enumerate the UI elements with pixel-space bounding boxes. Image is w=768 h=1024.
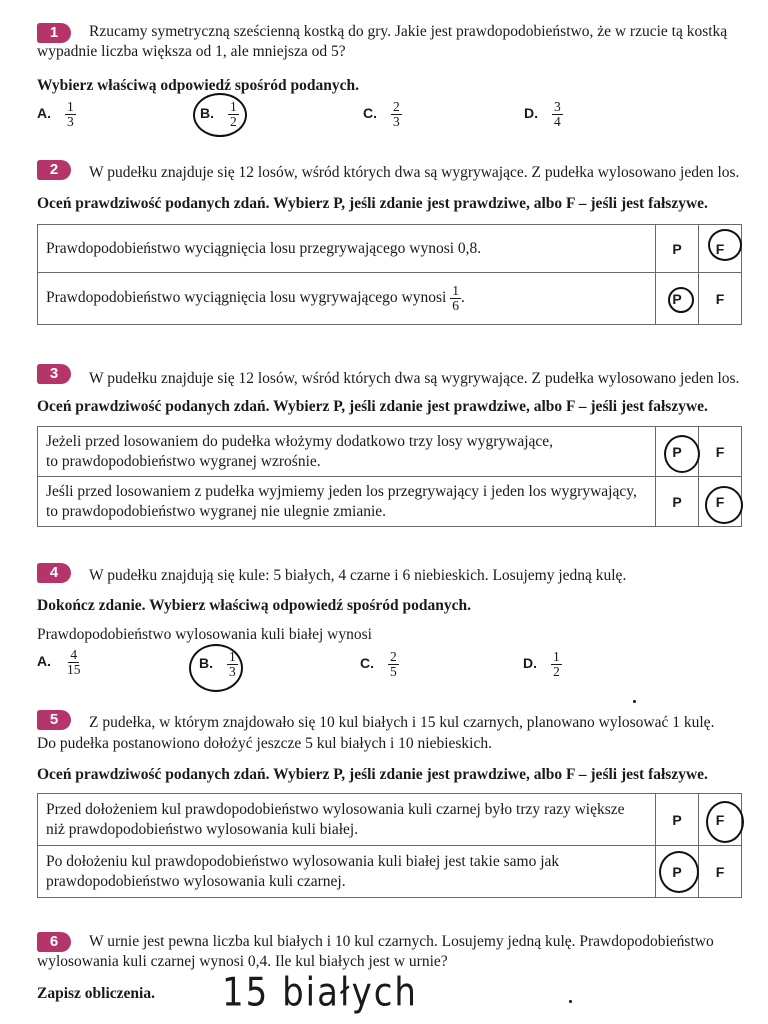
question-text: W pudełku znajdują się kule: 5 białych, 4 czarne i 6 niebieskich. Losujemy jedną kulę.: [89, 567, 627, 584]
fraction: $\frac{1}{3}$: [67, 99, 74, 129]
option-p[interactable]: P: [656, 794, 699, 846]
option-f[interactable]: F: [699, 273, 742, 325]
selection-circle: [705, 486, 743, 524]
option-f[interactable]: F: [699, 427, 742, 477]
question-text-line2: Do pudełka postanowiono dołożyć jeszcze 5 kul białych i 10 niebieskich.: [37, 735, 492, 752]
instruction: Oceń prawdziwość podanych zdań. Wybierz P, jeśli zdanie jest prawdziwe, albo F – jeśli jest fałszywe.: [37, 195, 708, 212]
instruction: Oceń prawdziwość podanych zdań. Wybierz P, jeśli zdanie jest prawdziwe, albo F – jeśli jest fałszywe.: [37, 398, 708, 415]
task-number-badge: 2: [37, 160, 71, 180]
option-p[interactable]: P: [656, 477, 699, 527]
fraction: $\frac{3}{4}$: [554, 99, 561, 129]
option-letter: B.: [199, 655, 213, 672]
question-text: Rzucamy symetryczną sześcienną kostką do gry. Jakie jest prawdopodobieństwo, że w rzucie tą kostką wypadnie liczba większa od 1, ale mniejsza od 5?: [37, 23, 728, 60]
option-p[interactable]: P: [656, 427, 699, 477]
pen-dot: [633, 700, 636, 703]
true-false-table: [37, 793, 742, 898]
selection-circle: [706, 801, 744, 843]
instruction: Zapisz obliczenia.: [37, 985, 155, 1002]
task-number-badge: 4: [37, 563, 71, 583]
option-f[interactable]: F: [699, 477, 742, 527]
true-false-table: [37, 426, 742, 527]
option-c[interactable]: [360, 650, 399, 679]
option-letter: A.: [37, 653, 51, 670]
option-p[interactable]: P: [656, 846, 699, 898]
question-stem: Prawdopodobieństwo wylosowania kuli białej wynosi: [37, 626, 372, 643]
selection-circle: [659, 851, 699, 893]
instruction: Wybierz właściwą odpowiedź spośród podanych.: [37, 77, 359, 94]
option-p[interactable]: P: [656, 225, 699, 273]
fraction: $\frac{1}{3}$: [229, 649, 236, 679]
option-letter: C.: [360, 655, 374, 672]
statement: Prawdopodobieństwo wyciągnięcia losu przegrywającego wynosi 0,8.: [38, 225, 656, 273]
option-f[interactable]: F: [699, 794, 742, 846]
option-a[interactable]: [37, 100, 76, 129]
pen-dot: [569, 1000, 572, 1003]
fraction: $\frac{2}{5}$: [390, 649, 397, 679]
fraction: $\frac{2}{3}$: [393, 99, 400, 129]
option-letter: D.: [524, 105, 538, 122]
fraction: $\frac{1}{2}$: [553, 649, 560, 679]
question-text: W pudełku znajduje się 12 losów, wśród których dwa są wygrywające. Z pudełka wylosowano jeden los.: [89, 164, 740, 181]
selection-circle: [189, 644, 243, 692]
selection-circle: [708, 229, 742, 261]
fraction: $\frac{4}{15}$: [67, 647, 81, 677]
fraction: $\frac{1}{6}$: [452, 283, 459, 313]
option-letter: D.: [523, 655, 537, 672]
option-f[interactable]: F: [699, 846, 742, 898]
option-letter: B.: [200, 105, 214, 122]
statement: Po dołożeniu kul prawdopodobieństwo wylosowania kuli białej jest takie samo jak prawdopodobieństwo wylosowania kuli czarnej.: [38, 846, 656, 898]
task-number-badge: 1: [37, 23, 71, 43]
task-number-badge: 5: [37, 710, 71, 730]
question-text: W urnie jest pewna liczba kul białych i 10 kul czarnych. Losujemy jedną kulę. Prawdopodobieństwo wylosowania kuli czarnej wynosi 0,4. Ile kul białych jest w urnie?: [37, 933, 714, 970]
option-d[interactable]: [524, 100, 563, 129]
option-f[interactable]: F: [699, 225, 742, 273]
fraction: $\frac{1}{2}$: [230, 99, 237, 129]
option-d[interactable]: [523, 650, 562, 679]
option-letter: C.: [363, 105, 377, 122]
handwritten-answer: 15 białych: [222, 970, 418, 1016]
question-text: W pudełku znajduje się 12 losów, wśród których dwa są wygrywające. Z pudełka wylosowano jeden los.: [89, 370, 740, 387]
instruction: Dokończ zdanie. Wybierz właściwą odpowiedź spośród podanych.: [37, 597, 472, 614]
statement: Jeśli przed losowaniem z pudełka wyjmiemy jeden los przegrywający i jeden los wygrywający, to prawdopodobieństwo wygranej nie ulegnie zmianie.: [38, 477, 656, 527]
option-a[interactable]: [37, 648, 83, 677]
true-false-table: [37, 224, 742, 325]
question-text-line1: Z pudełka, w którym znajdowało się 10 kul białych i 15 kul czarnych, planowano wylosować 1 kulę.: [89, 714, 715, 731]
instruction: Oceń prawdziwość podanych zdań. Wybierz P, jeśli zdanie jest prawdziwe, albo F – jeśli jest fałszywe.: [37, 766, 708, 783]
selection-circle: [664, 435, 700, 473]
selection-circle: [193, 93, 247, 137]
task-number-badge: 3: [37, 364, 71, 384]
task-number-badge: 6: [37, 932, 71, 952]
statement: Przed dołożeniem kul prawdopodobieństwo wylosowania kuli czarnej było trzy razy większe niż prawdopodobieństwo wylosowania kuli białej.: [38, 794, 656, 846]
statement: Prawdopodobieństwo wyciągnięcia losu wygrywającego wynosi $\frac{1}{6}$ .: [38, 273, 656, 325]
statement: Jeżeli przed losowaniem do pudełka włożymy dodatkowo trzy losy wygrywające, to prawdopodobieństwo wygranej wzrośnie.: [38, 427, 656, 477]
option-p[interactable]: P: [656, 273, 699, 325]
selection-circle: [668, 287, 694, 313]
option-c[interactable]: [363, 100, 402, 129]
option-letter: A.: [37, 105, 51, 122]
